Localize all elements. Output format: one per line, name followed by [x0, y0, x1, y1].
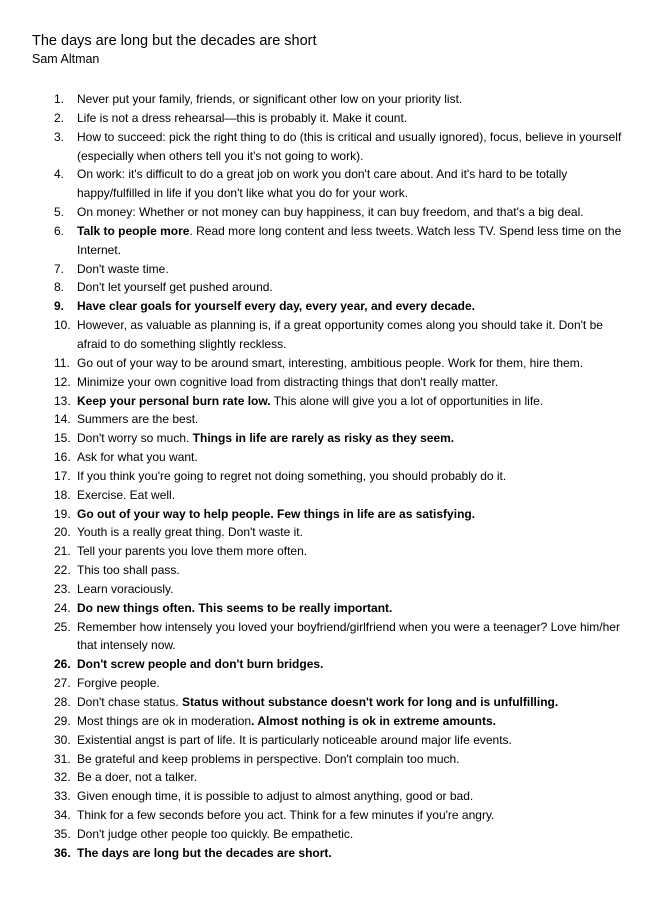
list-item-number: 24. [54, 600, 71, 615]
list-item [0, 844, 650, 863]
list-item-number: 17. [54, 468, 71, 483]
list-item-text [77, 356, 583, 370]
document-title: The days are long but the decades are short [32, 33, 317, 49]
list-item-number: 10. [54, 318, 71, 333]
list-item-number: 13. [54, 393, 71, 408]
list-item-number: 34. [54, 808, 71, 823]
list-item [0, 165, 650, 203]
text-segment: Don't judge other people too quickly. Be empathetic. [77, 826, 354, 841]
list-item-text [77, 262, 169, 276]
bold-text: Status without substance doesn't work for long and is unfulfilling. [182, 695, 559, 709]
list-item-text [77, 827, 353, 841]
list-item-number: 16. [54, 450, 71, 465]
list-item [0, 768, 650, 787]
list-item-text [77, 714, 496, 728]
list-item-number: 21. [54, 544, 71, 559]
list-item [0, 297, 650, 316]
list-item-text [77, 601, 392, 615]
list-item-number: 33. [54, 789, 71, 804]
list-item-number: 19. [54, 506, 71, 521]
bold-text: Things in life are rarely as risky as they seem. [192, 431, 455, 446]
list-item-number: 35. [54, 826, 71, 841]
text-segment: Go out of your way to be around smart, interesting, ambitious people. Work for them, hire them. [77, 355, 584, 370]
list-item-text [77, 224, 621, 257]
text-segment: Minimize your own cognitive load from distracting things that don't really matter. [77, 374, 499, 389]
list-item [0, 542, 650, 561]
text-segment: Existential angst is part of life. It is particularly noticeable around major life events. [77, 732, 512, 747]
list-item [0, 561, 650, 580]
list-item [0, 373, 650, 392]
list-item [0, 90, 650, 109]
text-segment: Youth is a really great thing. Don't waste it. [77, 525, 303, 540]
list-item-number: 11. [54, 355, 70, 370]
list-item-number: 14. [54, 412, 71, 427]
list-item-number: 22. [54, 563, 71, 578]
list-item-number: 29. [54, 713, 71, 728]
bold-text: Go out of your way to help people. Few things in life are as satisfying. [77, 506, 476, 521]
list-item-text [77, 130, 621, 163]
list-item [0, 712, 650, 731]
list-item [0, 260, 650, 279]
list-item-text [77, 111, 407, 125]
list-item-number: 30. [54, 732, 71, 747]
text-segment: Summers are the best. [77, 412, 199, 427]
text-segment: Tell your parents you love them more often. [77, 544, 308, 559]
text-segment: How to succeed: pick the right thing to do (this is critical and usually ignored), focus, believe in yourself (especially when others tell you it's not going to work). [77, 129, 622, 163]
text-segment: If you think you're going to regret not doing something, you should probably do it. [77, 468, 507, 483]
list-item-text [77, 789, 473, 803]
list-item-number: 12. [54, 374, 71, 389]
list-item [0, 505, 650, 524]
list-item-text [77, 620, 620, 653]
list-item [0, 599, 650, 618]
list-item-text [77, 318, 603, 351]
text-segment: Don't worry so much. [77, 431, 193, 446]
text-segment: Given enough time, it is possible to adjust to almost anything, good or bad. [77, 789, 474, 804]
list-item-number: 4. [54, 167, 65, 182]
list-item [0, 750, 650, 769]
list-item-text [77, 299, 475, 313]
list-item [0, 693, 650, 712]
text-segment: Remember how intensely you loved your boyfriend/girlfriend when you were a teenager? Love him/her that intensely now. [77, 619, 620, 653]
list-item-number: 27. [54, 676, 71, 691]
list-item [0, 316, 650, 354]
list-item [0, 392, 650, 411]
list-item [0, 278, 650, 297]
list-item [0, 448, 650, 467]
list-item-number: 1. [54, 92, 65, 106]
text-segment: Most things are ok in moderation [77, 713, 252, 728]
list-item-text [77, 412, 198, 426]
list-item [0, 787, 650, 806]
list-item-text [77, 582, 174, 596]
list-item-text [77, 563, 180, 577]
list-item [0, 655, 650, 674]
list-item-number: 25. [54, 619, 71, 634]
list-item [0, 109, 650, 128]
list-item-number: 18. [54, 487, 71, 502]
list-item [0, 806, 650, 825]
list-item-number: 23. [54, 581, 71, 596]
document-author: Sam Altman [32, 52, 100, 66]
list-item [0, 618, 650, 656]
list-item-number: 26. [54, 657, 71, 672]
list-item-text [77, 394, 543, 408]
text-segment: . Read more long content and less tweets. Watch less TV. Spend less time on the Internet. [77, 223, 622, 257]
list-item-number: 28. [54, 695, 71, 709]
list-item [0, 523, 650, 542]
list-item-text [77, 752, 460, 766]
list-item-number: 9. [54, 299, 65, 314]
text-segment: Never put your family, friends, or significant other low on your priority list. [77, 92, 463, 106]
text-segment: Think for a few seconds before you act. Think for a few minutes if you're angry. [77, 808, 495, 823]
text-segment: Don't waste time. [77, 261, 169, 276]
text-segment: On work: it's difficult to do a great job on work you don't care about. And it's hard to be totally happy/fulfilled in life if you don't like what you do for your work. [77, 167, 568, 201]
bold-text: Talk to people more [77, 223, 190, 238]
bold-text: . Almost nothing is ok in extreme amounts. [251, 713, 497, 728]
list-item-number: 3. [54, 129, 65, 144]
list-item [0, 580, 650, 599]
text-segment: Be grateful and keep problems in perspective. Don't complain too much. [77, 751, 460, 766]
list-item-text [77, 469, 506, 483]
text-segment: Ask for what you want. [77, 450, 198, 465]
list-item-text [77, 770, 197, 784]
text-segment: Don't let yourself get pushed around. [77, 280, 273, 295]
list-item-text [77, 695, 558, 709]
text-segment: Don't chase status. [77, 695, 183, 709]
list-item-text [77, 280, 273, 294]
list-item-text [77, 450, 198, 464]
list-item [0, 486, 650, 505]
list-item-number: 5. [54, 205, 65, 220]
list-item-number: 8. [54, 280, 65, 295]
text-segment: Forgive people. [77, 676, 160, 691]
text-segment: Exercise. Eat well. [77, 487, 176, 502]
bold-text: Don't screw people and don't burn bridges. [77, 657, 324, 672]
bold-text: Do new things often. This seems to be really important. [77, 600, 393, 615]
list-item-text [77, 676, 160, 690]
list-item-number: 31. [54, 751, 71, 766]
list-item-text [77, 507, 475, 521]
text-segment: This alone will give you a lot of opportunities in life. [270, 393, 544, 408]
list-item-text [77, 167, 567, 200]
text-segment: Learn voraciously. [77, 581, 174, 596]
list-item-text [77, 375, 498, 389]
list-item-number: 2. [54, 110, 65, 125]
text-segment: This too shall pass. [77, 563, 180, 578]
list-item-text [77, 205, 584, 219]
text-segment: Life is not a dress rehearsal—this is probably it. Make it count. [77, 110, 408, 125]
list-item-number: 32. [54, 770, 71, 785]
text-segment: Be a doer, not a talker. [77, 770, 198, 785]
list-item-text [77, 808, 494, 822]
list-item-number: 15. [54, 431, 71, 446]
list-item-text [77, 92, 462, 106]
text-segment: However, as valuable as planning is, if a great opportunity comes along you should take it. Don't be afraid to do something slightly reckless. [77, 318, 603, 351]
bold-text: Keep your personal burn rate low. [77, 393, 271, 408]
list-item [0, 674, 650, 693]
list-item-text [77, 431, 454, 445]
bold-text: Have clear goals for yourself every day, every year, and every decade. [77, 299, 476, 314]
list-item-text [77, 657, 323, 671]
list-item [0, 429, 650, 448]
list-item [0, 410, 650, 429]
list-item-text [77, 846, 332, 860]
list-item-text [77, 733, 512, 747]
list-item [0, 354, 650, 373]
list-item-number: 20. [54, 525, 71, 540]
list-item [0, 467, 650, 486]
list-item [0, 203, 650, 222]
advice-list [0, 90, 650, 863]
list-item [0, 128, 650, 166]
list-item-text [77, 544, 307, 558]
list-item [0, 222, 650, 260]
text-segment: On money: Whether or not money can buy happiness, it can buy freedom, and that's a big deal. [77, 205, 584, 220]
list-item-number: 6. [54, 223, 65, 238]
list-item-number: 36. [54, 845, 71, 860]
list-item-number: 7. [54, 261, 65, 276]
bold-text: The days are long but the decades are short. [77, 845, 332, 860]
list-item [0, 825, 650, 844]
list-item-text [77, 525, 303, 539]
list-item [0, 731, 650, 750]
list-item-text [77, 488, 175, 502]
